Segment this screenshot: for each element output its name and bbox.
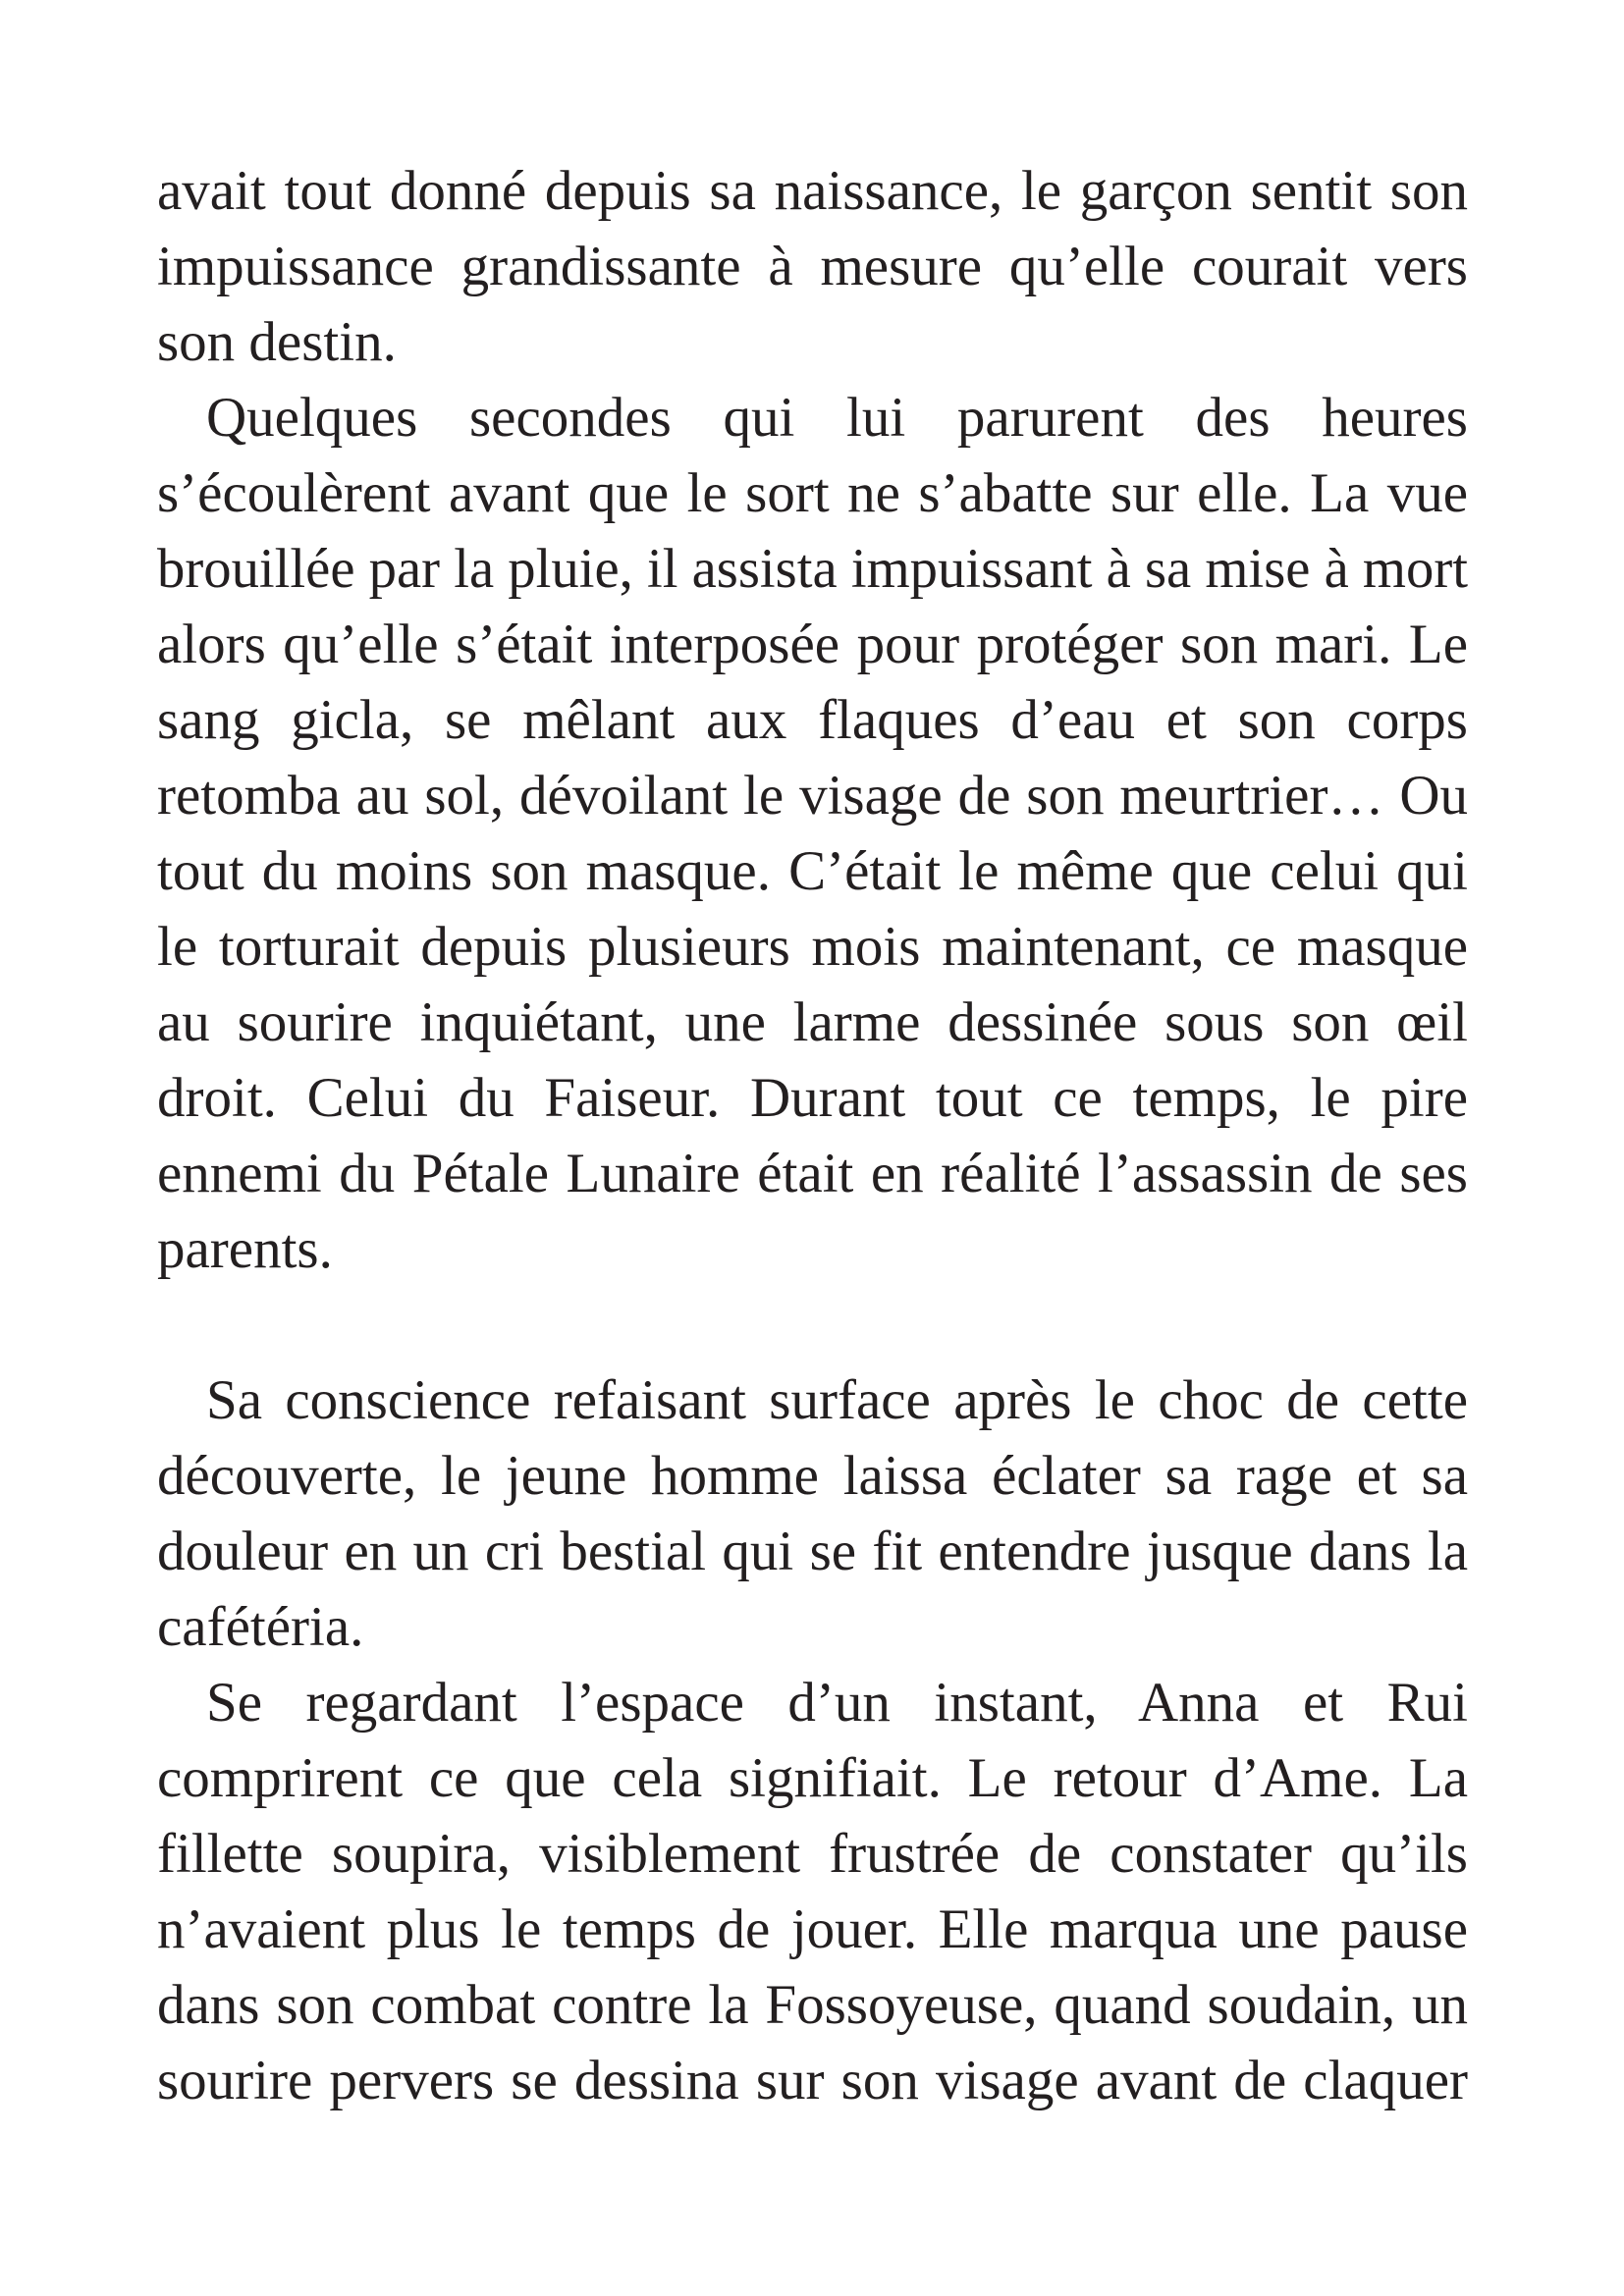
text-line: ennemi du Pétale Lunaire était en réalité l’assassin de ses	[157, 1143, 1468, 1204]
paragraph	[157, 1362, 1468, 1665]
text-line: Se regardant l’espace d’un instant, Anna et Rui	[206, 1672, 1468, 1734]
text-line: comprirent ce que cela signifiait. Le retour d’Ame. La	[157, 1747, 1468, 1809]
text-line: sang gicla, se mêlant aux flaques d’eau et son corps	[157, 689, 1468, 751]
text-line: sourire pervers se dessina sur son visage avant de claquer	[157, 2050, 1468, 2111]
text-line: au sourire inquiétant, une larme dessinée sous son œil	[157, 991, 1468, 1053]
text-line: fillette soupira, visiblement frustrée de constater qu’ils	[157, 1823, 1468, 1885]
text-line: alors qu’elle s’était interposée pour protéger son mari. Le	[157, 614, 1468, 675]
text-line: avait tout donné depuis sa naissance, le garçon sentit son	[157, 160, 1468, 222]
text-line: Quelques secondes qui lui parurent des heures	[206, 387, 1468, 449]
text-line: cafétéria.	[157, 1596, 364, 1658]
text-line: brouillée par la pluie, il assista impuissant à sa mise à mort	[157, 538, 1468, 600]
text-line: retomba au sol, dévoilant le visage de son meurtrier… Ou	[157, 765, 1468, 827]
text-line: le torturait depuis plusieurs mois maintenant, ce masque	[157, 916, 1468, 978]
text-line: n’avaient plus le temps de jouer. Elle marqua une pause	[157, 1898, 1468, 1960]
paragraph	[157, 380, 1468, 1287]
text-line: tout du moins son masque. C’était le même que celui qui	[157, 840, 1468, 902]
text-line: Sa conscience refaisant surface après le choc de cette	[206, 1369, 1468, 1431]
section-break	[157, 1287, 1468, 1362]
text-line: dans son combat contre la Fossoyeuse, quand soudain, un	[157, 1974, 1468, 2036]
text-line: douleur en un cri bestial qui se fit entendre jusque dans la	[157, 1521, 1468, 1582]
text-line: s’écoulèrent avant que le sort ne s’abatte sur elle. La vue	[157, 462, 1468, 524]
text-line: parents.	[157, 1218, 333, 1280]
paragraph	[157, 153, 1468, 380]
text-line: droit. Celui du Faiseur. Durant tout ce temps, le pire	[157, 1067, 1468, 1129]
text-line: découverte, le jeune homme laissa éclater sa rage et sa	[157, 1445, 1468, 1507]
paragraph	[157, 1665, 1468, 2118]
text-line: impuissance grandissante à mesure qu’elle courait vers	[157, 236, 1468, 297]
text-line: son destin.	[157, 311, 397, 373]
book-page-text	[157, 153, 1468, 2118]
